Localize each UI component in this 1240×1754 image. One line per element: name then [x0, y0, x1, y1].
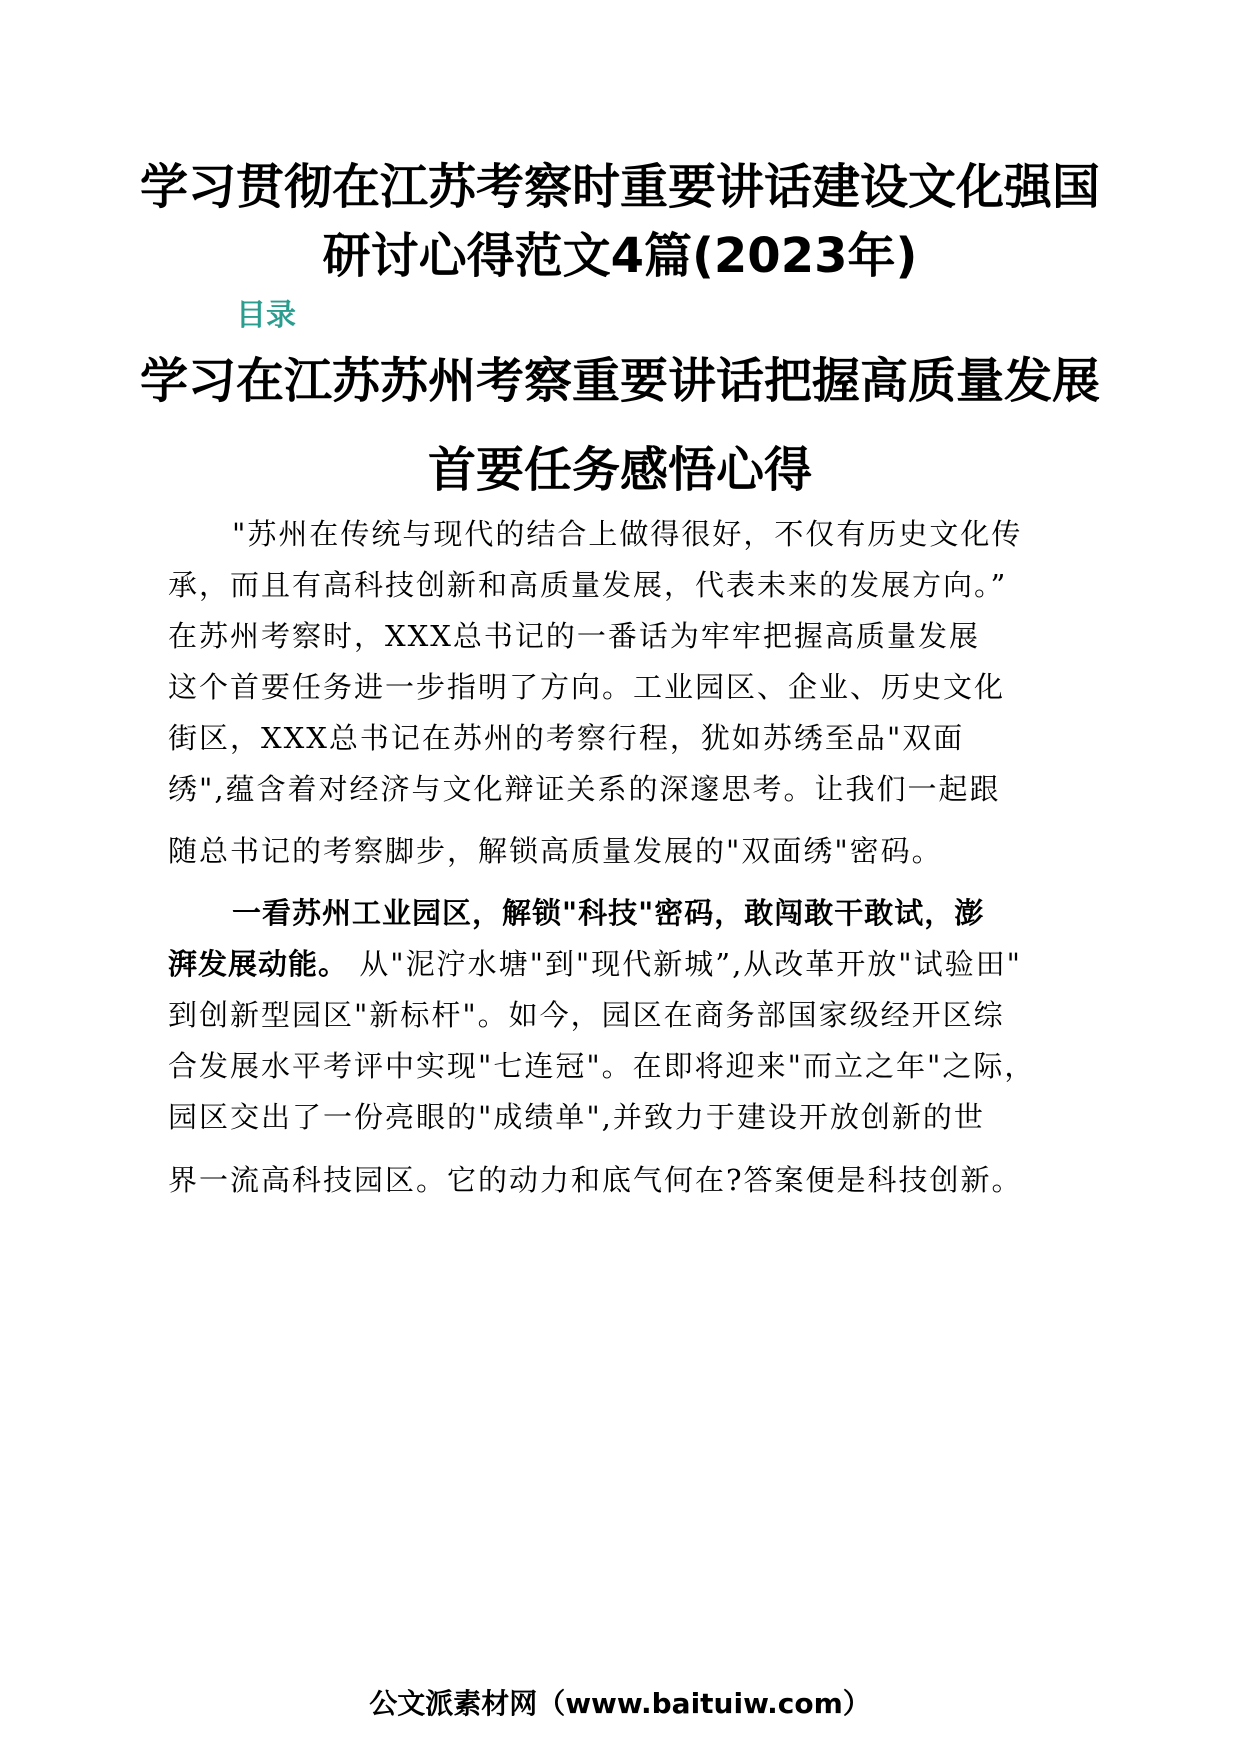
toc-link[interactable]: 目录 — [236, 298, 296, 333]
paragraph-line: 园区交出了一份亮眼的"成绩单",并致力于建设开放创新的世 — [168, 1100, 985, 1134]
paragraph-heading-end: 湃发展动能。 — [168, 947, 349, 981]
paragraph-line: 承，而且有高科技创新和高质量发展，代表未来的发展方向。” — [168, 568, 1008, 602]
paragraph-line: 绣",蕴含着对经济与文化辩证关系的深邃思考。让我们一起跟 — [168, 772, 1001, 806]
paragraph-line: 随总书记的考察脚步，解锁高质量发展的"双面绣"密码。 — [168, 834, 943, 868]
paragraph-line: "苏州在传统与现代的结合上做得很好，不仅有历史文化传 — [232, 517, 1023, 551]
paragraph-line: 合发展水平考评中实现"七连冠"。在即将迎来"而立之年"之际， — [168, 1049, 1036, 1083]
paragraph-line: 这个首要任务进一步指明了方向。工业园区、企业、历史文化 — [168, 670, 1006, 704]
paragraph-text: 从"泥泞水塘"到"现代新城”,从改革开放"试验田" — [348, 947, 1022, 981]
paragraph-heading: 一看苏州工业园区，解锁"科技"密码，敢闯敢干敢试，澎 — [232, 896, 985, 930]
document-title-line2: 研讨心得范文4篇(2023年) — [322, 228, 918, 284]
section-title-line1: 学习在江苏苏州考察重要讲话把握高质量发展 — [139, 353, 1100, 409]
paragraph-line: 街区，XXX总书记在苏州的考察行程，犹如苏绣至品"双面 — [168, 721, 965, 755]
section-title-line2: 首要任务感悟心得 — [427, 442, 812, 498]
paragraph-line: 在苏州考察时，XXX总书记的一番话为牢牢把握高质量发展 — [168, 619, 980, 653]
footer-source: 公文派素材网（www.baituiw.com） — [369, 1687, 871, 1720]
paragraph-line — [168, 944, 1022, 984]
paragraph-line: 到创新型园区"新标杆"。如今，园区在商务部国家级经开区综 — [168, 998, 1005, 1032]
document-title-line1: 学习贯彻在江苏考察时重要讲话建设文化强国 — [139, 159, 1100, 215]
paragraph-heading-line — [232, 893, 984, 933]
paragraph-line: 界一流高科技园区。它的动力和底气何在?答案便是科技创新。 — [168, 1163, 1023, 1197]
